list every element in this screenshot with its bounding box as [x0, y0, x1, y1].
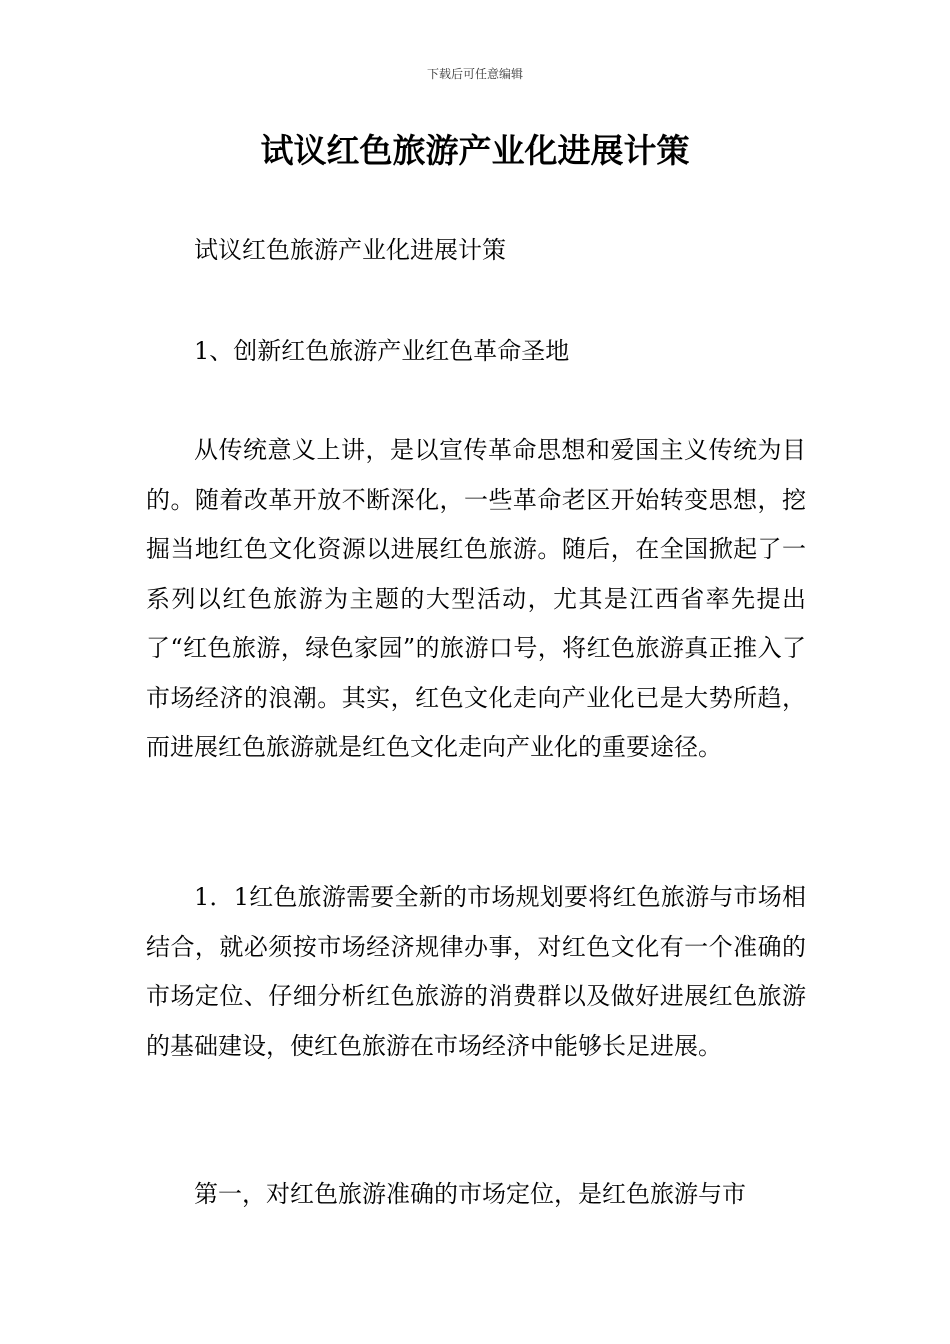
paragraph-first-point: 第一，对红色旅游准确的市场定位，是红色旅游与市 — [194, 1180, 746, 1208]
paragraph-intro: 从传统意义上讲，是以宣传革命思想和爱国主义传统为目的。随着改革开放不断深化，一些革命老区开始转变思想，挖掘当地红色文化资源以进展红色旅游。随后，在全国掀起了一系列以红色旅游为主题的大型活动，尤其是江西省率先提出了“红色旅游，绿色家园”的旅游口号，将红色旅游真正推入了市场经济的浪潮。其实，红色文化走向产业化已是大势所趋，而进展红色旅游就是红色文化走向产业化的重要途径。 — [146, 436, 806, 761]
section-heading-1: 1、创新红色旅游产业红色革命圣地 — [194, 337, 570, 365]
document-title: 试议红色旅游产业化进展计策 — [260, 131, 690, 170]
header-note: 下载后可任意编辑 — [426, 67, 523, 81]
paragraph-subtitle: 试议红色旅游产业化进展计策 — [194, 236, 506, 264]
paragraph-section-1-1: 1．1红色旅游需要全新的市场规划要将红色旅游与市场相结合，就必须按市场经济规律办事，对红色文化有一个准确的市场定位、仔细分析红色旅游的消费群以及做好进展红色旅游的基础建设，使红色旅游在市场经济中能够长足进展。 — [146, 883, 806, 1060]
